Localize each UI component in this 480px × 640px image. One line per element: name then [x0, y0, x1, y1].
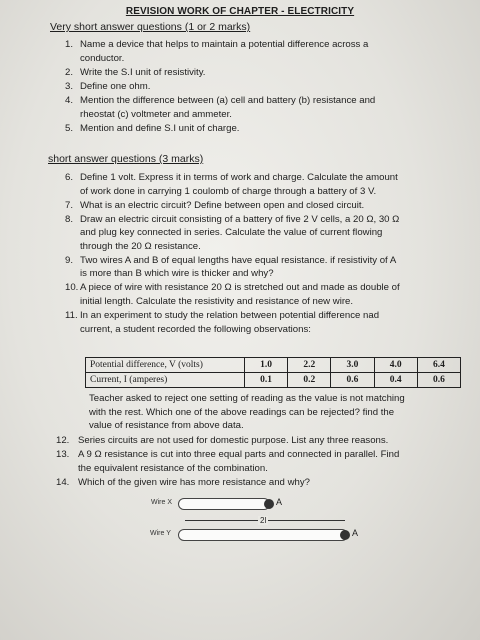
table-cell: 0.1: [245, 373, 288, 388]
text-line: current, a student recorded the following observations:: [80, 323, 311, 335]
question-item: [65, 171, 470, 198]
table-row: [86, 373, 461, 388]
section-heading-very-short: Very short answer questions (1 or 2 marks): [50, 21, 251, 33]
text-line: Write the S.I unit of resistivity.: [80, 66, 206, 78]
wire-x-end: [264, 499, 274, 509]
wire-y-label: Wire Y: [150, 530, 171, 537]
question-text: [80, 213, 470, 254]
length-label: 2l: [260, 516, 267, 525]
text-line: Teacher asked to reject one setting of reading as the value is not matching: [89, 393, 405, 404]
text-line: What is an electric circuit? Define between open and closed circuit.: [80, 199, 365, 211]
question-number: 8.: [65, 213, 74, 225]
question-item: [65, 281, 470, 308]
question-item: [65, 213, 470, 254]
question-text: [78, 448, 470, 475]
table-cell: 4.0: [374, 358, 417, 373]
text-line: through the 20 Ω resistance.: [80, 240, 201, 252]
page-title: REVISION WORK OF CHAPTER - ELECTRICITY: [125, 6, 355, 17]
wire-y: [178, 529, 348, 541]
text-line: Draw an electric circuit consisting of a battery of five 2 V cells, a 20 Ω, 30 Ω: [80, 213, 400, 225]
question-item: [65, 38, 470, 65]
q11-followup: [89, 392, 469, 433]
text-line: Mention the difference between (a) cell and battery (b) resistance and: [80, 95, 376, 107]
question-item: [65, 66, 470, 80]
text-line: Define 1 volt. Express it in terms of work and charge. Calculate the amount: [80, 172, 398, 183]
question-item: [65, 254, 470, 281]
wire-y-end: [340, 530, 350, 540]
table-row: [86, 358, 461, 373]
text-line: Mention and define S.I unit of charge.: [80, 123, 240, 134]
question-text: [80, 94, 470, 121]
question-text: [78, 434, 470, 448]
text-line: rheostat (c) voltmeter and ammeter.: [80, 108, 232, 120]
question-text: [80, 122, 470, 136]
question-number: 2.: [65, 66, 74, 78]
text-line: conductor.: [80, 52, 125, 64]
question-number: 11.: [65, 310, 78, 321]
wire-x-end-label: A: [276, 497, 283, 507]
question-number: 1.: [65, 39, 74, 50]
table-cell: 0.6: [417, 373, 460, 388]
question-number: 13.: [56, 449, 70, 461]
text-line: Define one ohm.: [80, 81, 151, 92]
question-item: [65, 309, 470, 336]
question-text: [80, 38, 470, 65]
question-item: [65, 199, 470, 213]
question-number: 5.: [65, 123, 74, 134]
section-heading-short: short answer questions (3 marks): [48, 153, 204, 165]
question-text: [80, 66, 470, 80]
question-text: [80, 171, 470, 198]
text-line: Name a device that helps to maintain a potential difference across a: [80, 39, 369, 50]
question-text: [80, 199, 470, 213]
question-text: [80, 254, 470, 281]
observation-table: [85, 357, 461, 388]
text-line: Which of the given wire has more resistance and why?: [78, 477, 310, 488]
question-item: [56, 448, 470, 475]
table-cell: 2.2: [288, 358, 331, 373]
text-line: the equivalent resistance of the combination.: [78, 462, 268, 474]
text-line: with the rest. Which one of the above readings can be rejected? find the: [89, 406, 395, 418]
table-cell: 3.0: [331, 358, 374, 373]
question-number: 10.: [65, 282, 79, 294]
question-number: 7.: [65, 199, 74, 211]
question-item: [65, 80, 470, 94]
question-number: 9.: [65, 254, 74, 266]
wire-y-end-label: A: [352, 528, 359, 538]
text-line: value of resistance from above data.: [89, 420, 244, 432]
text-line: A piece of wire with resistance 20 Ω is stretched out and made as double of: [80, 282, 400, 294]
text-line: initial length. Calculate the resistivity and resistance of new wire.: [80, 295, 354, 307]
table-cell: 0.6: [331, 373, 374, 388]
text-line: is more than B which wire is thicker and why?: [80, 268, 274, 280]
question-text: [78, 476, 470, 490]
table-cell: Potential difference, V (volts): [86, 358, 245, 373]
table-cell: 6.4: [417, 358, 460, 373]
question-item: [65, 94, 470, 121]
text-line: of work done in carrying 1 coulomb of charge through a battery of 3 V.: [80, 185, 377, 197]
question-number: 4.: [65, 95, 74, 107]
table-cell: 0.4: [374, 373, 417, 388]
question-text: [80, 80, 470, 94]
wire-x-label: Wire X: [151, 499, 172, 506]
question-number: 12.: [56, 435, 70, 446]
question-item: [56, 476, 470, 490]
question-item: [56, 434, 470, 448]
question-number: 6.: [65, 172, 74, 183]
table-cell: 0.2: [288, 373, 331, 388]
wire-x: [178, 498, 270, 510]
question-number: 14.: [56, 477, 70, 488]
question-text: [80, 281, 470, 308]
question-item: [65, 122, 470, 136]
table-cell: Current, I (amperes): [86, 373, 245, 388]
text-line: In an experiment to study the relation between potential difference nad: [80, 310, 380, 321]
text-line: A 9 Ω resistance is cut into three equal parts and connected in parallel. Find: [78, 449, 400, 461]
table-cell: 1.0: [245, 358, 288, 373]
text-line: Two wires A and B of equal lengths have equal resistance. if resistivity of A: [80, 254, 397, 266]
text-line: Series circuits are not used for domestic purpose. List any three reasons.: [78, 435, 389, 446]
text-line: and plug key connected in series. Calculate the value of current flowing: [80, 227, 383, 239]
question-number: 3.: [65, 81, 74, 92]
question-text: [80, 309, 470, 336]
